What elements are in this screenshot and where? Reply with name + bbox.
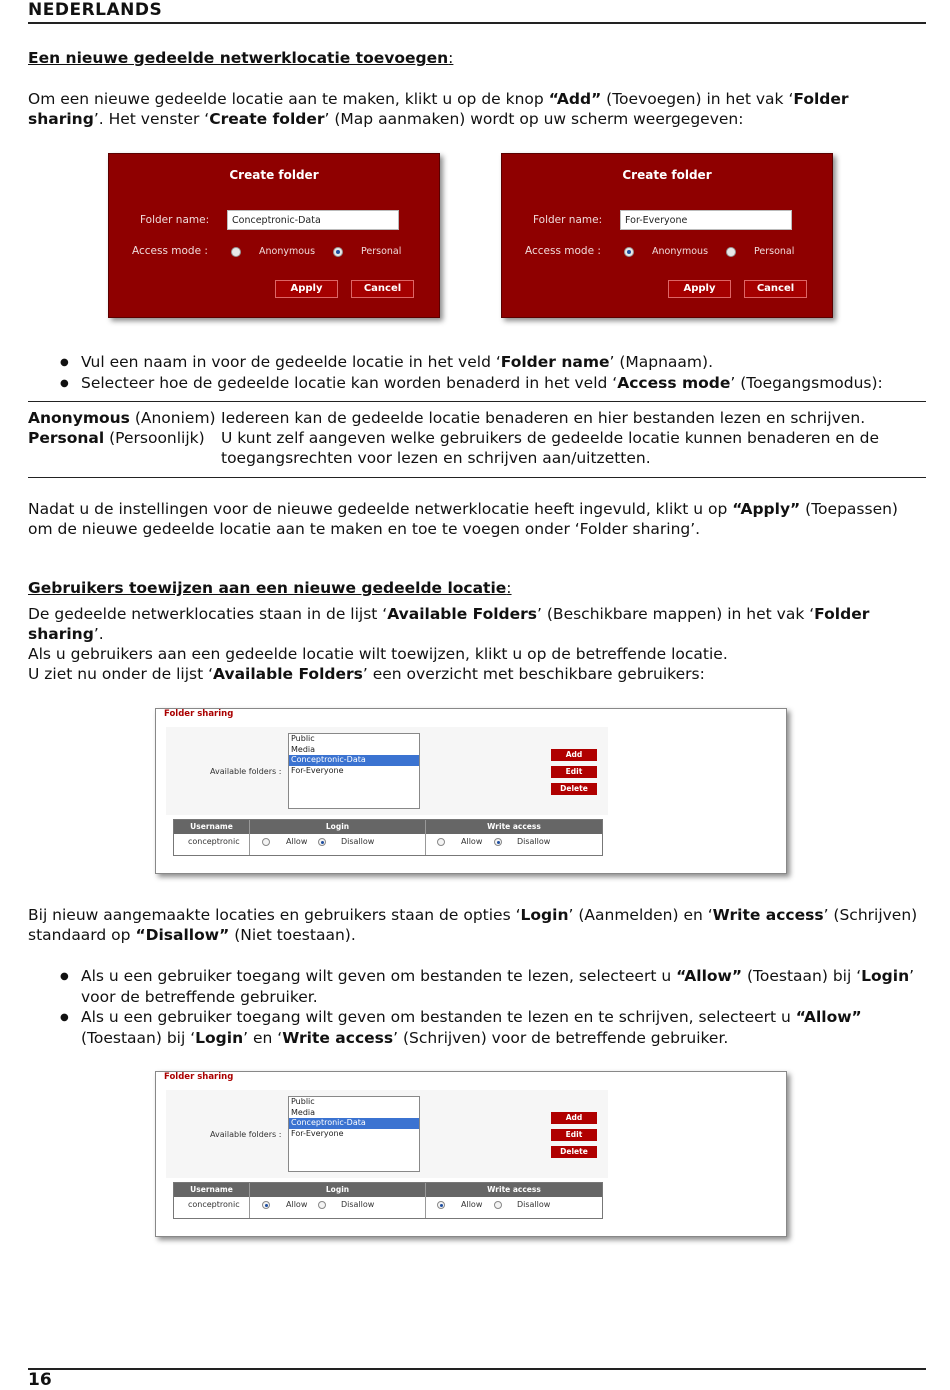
default-paragraph: Bij nieuw aangemaakte locaties en gebruikers staan de opties ‘Login’ (Aanmelden) en ‘Write access’ (Schrijven) standaard op “Disallow” (Niet toestaan).: [28, 906, 918, 944]
available-folders-list[interactable]: [288, 733, 420, 809]
delete-button[interactable]: Delete: [551, 1146, 597, 1158]
personal-label: Personal: [361, 246, 402, 257]
folder-list-item[interactable]: For-Everyone: [291, 765, 344, 775]
col-login: Login: [250, 820, 425, 834]
users-table: [173, 1182, 603, 1219]
folder-list-item[interactable]: Conceptronic-Data: [289, 1118, 419, 1129]
available-folders-label: Available folders :: [210, 1130, 282, 1139]
bullets2: [60, 966, 920, 1048]
write-allow-radio[interactable]: [437, 838, 445, 846]
edit-button[interactable]: Edit: [551, 766, 597, 778]
section1-intro: Om een nieuwe gedeelde locatie aan te maken, klikt u op de knop “Add” (Toevoegen) in het vak ‘Folder sharing’. Het venster ‘Create folder’ (Map aanmaken) wordt op uw scherm weergegeven:: [28, 90, 849, 128]
personal-radio[interactable]: [726, 247, 736, 257]
section2-title: Gebruikers toewijzen aan een nieuwe gedeelde locatie:: [28, 579, 512, 597]
username-cell: conceptronic: [188, 1200, 240, 1209]
col-write-access: Write access: [426, 820, 602, 834]
page-number: 16: [28, 1370, 52, 1390]
bullet-item: ● Als u een gebruiker toegang wilt geven om bestanden te lezen en te schrijven, selecteert u “Allow” (Toestaan) bij ‘Login’ en ‘Write access’ (Schrijven) voor de betreffende gebruiker.: [60, 1007, 920, 1048]
folder-sharing-panel: [155, 1071, 787, 1237]
anonymous-label: Anonymous: [259, 246, 316, 257]
login-disallow-label: Disallow: [341, 837, 375, 846]
header-rule: [28, 22, 926, 24]
folder-list-item[interactable]: For-Everyone: [291, 1128, 344, 1138]
footer-rule: [28, 1368, 926, 1370]
mode-desc: U kunt zelf aangeven welke gebruikers de gedeelde locatie kunnen benaderen en de toegangsrechten voor lezen en schrijven aan/uitzetten.: [221, 429, 880, 467]
delete-button[interactable]: Delete: [551, 783, 597, 795]
write-disallow-radio[interactable]: [494, 1201, 502, 1209]
dialog-title: Create folder: [622, 168, 712, 182]
available-folders-list[interactable]: [288, 1096, 420, 1172]
cancel-button[interactable]: Cancel: [744, 280, 807, 298]
write-disallow-label: Disallow: [517, 1200, 551, 1209]
username-cell: conceptronic: [188, 837, 240, 846]
access-mode-label: Access mode :: [525, 245, 601, 257]
personal-label: Personal: [754, 246, 795, 257]
bullets1: [60, 352, 920, 393]
folder-name-input[interactable]: Conceptronic-Data: [227, 210, 399, 230]
col-login: Login: [250, 1183, 425, 1197]
login-allow-radio[interactable]: [262, 838, 270, 846]
folder-list-item[interactable]: Media: [291, 744, 316, 754]
write-allow-label: Allow: [461, 837, 483, 846]
page-header: NEDERLANDS: [28, 0, 163, 20]
folder-name-label: Folder name:: [533, 214, 603, 226]
write-allow-radio[interactable]: [437, 1201, 445, 1209]
users-table: [173, 819, 603, 856]
col-username: Username: [174, 820, 249, 834]
write-disallow-label: Disallow: [517, 837, 551, 846]
modes-rule-bottom: [28, 477, 926, 478]
mode-desc: Iedereen kan de gedeelde locatie benaderen en hier bestanden lezen en schrijven.: [221, 409, 866, 427]
section1-title: Een nieuwe gedeelde netwerklocatie toevoegen:: [28, 49, 454, 67]
create-folder-dialog: [501, 153, 833, 318]
modes-rule-top: [28, 401, 926, 402]
add-button[interactable]: Add: [551, 1112, 597, 1124]
login-allow-label: Allow: [286, 837, 308, 846]
panel-title: Folder sharing: [164, 709, 234, 719]
folder-sharing-panel: [155, 708, 787, 874]
anonymous-radio[interactable]: [624, 247, 634, 257]
cancel-button[interactable]: Cancel: [351, 280, 414, 298]
bullet-item: ● Selecteer hoe de gedeelde locatie kan worden benaderd in het veld ‘Access mode’ (Toegangsmodus):: [60, 373, 920, 394]
modes-table: [28, 408, 926, 468]
add-button[interactable]: Add: [551, 749, 597, 761]
write-allow-label: Allow: [461, 1200, 483, 1209]
anonymous-radio[interactable]: [231, 247, 241, 257]
create-folder-dialog: [108, 153, 440, 318]
folder-list-item[interactable]: Public: [291, 1097, 315, 1106]
mode-term: Anonymous: [28, 409, 130, 427]
section2-para: De gedeelde netwerklocaties staan in de lijst ‘Available Folders’ (Beschikbare mappen) in het vak ‘Folder sharing’.: [28, 605, 870, 643]
col-username: Username: [174, 1183, 249, 1197]
folder-list-item[interactable]: Conceptronic-Data: [289, 755, 419, 766]
edit-button[interactable]: Edit: [551, 1129, 597, 1141]
col-write-access: Write access: [426, 1183, 602, 1197]
login-disallow-label: Disallow: [341, 1200, 375, 1209]
section2-line3: U ziet nu onder de lijst ‘Available Folders’ een overzicht met beschikbare gebruikers:: [28, 665, 705, 683]
folder-name-input[interactable]: For-Everyone: [620, 210, 792, 230]
login-allow-radio[interactable]: [262, 1201, 270, 1209]
login-allow-label: Allow: [286, 1200, 308, 1209]
login-disallow-radio[interactable]: [318, 838, 326, 846]
dialog-title: Create folder: [229, 168, 319, 182]
panel-title: Folder sharing: [164, 1072, 234, 1082]
folder-name-label: Folder name:: [140, 214, 210, 226]
folder-list-item[interactable]: Media: [291, 1107, 316, 1117]
mode-row-anonymous: Anonymous (Anoniem) Iedereen kan de gedeelde locatie benaderen en hier bestanden lezen en schrijven.: [28, 408, 926, 428]
access-mode-label: Access mode :: [132, 245, 208, 257]
login-disallow-radio[interactable]: [318, 1201, 326, 1209]
apply-button[interactable]: Apply: [275, 280, 338, 298]
apply-paragraph: Nadat u de instellingen voor de nieuwe gedeelde netwerklocatie heeft ingevuld, klikt u op “Apply” (Toepassen) om de nieuwe gedeelde locatie aan te maken en toe te voegen onder ‘Folder sharing’.: [28, 500, 898, 538]
section2-line2: Als u gebruikers aan een gedeelde locatie wilt toewijzen, klikt u op de betreffende locatie.: [28, 645, 728, 663]
apply-button[interactable]: Apply: [668, 280, 731, 298]
write-disallow-radio[interactable]: [494, 838, 502, 846]
available-folders-label: Available folders :: [210, 767, 282, 776]
mode-term: Personal: [28, 429, 105, 447]
mode-row-personal: Personal (Persoonlijk) U kunt zelf aangeven welke gebruikers de gedeelde locatie kunnen benaderen en de toegangsrechten voor lezen en schrijven aan/uitzetten.: [28, 429, 880, 467]
folder-list-item[interactable]: Public: [291, 734, 315, 743]
bullet-item: ● Vul een naam in voor de gedeelde locatie in het veld ‘Folder name’ (Mapnaam).: [60, 352, 920, 373]
anonymous-label: Anonymous: [652, 246, 709, 257]
bullet-item: ● Als u een gebruiker toegang wilt geven om bestanden te lezen, selecteert u “Allow” (Toestaan) bij ‘Login’ voor de betreffende gebruiker.: [60, 966, 920, 1007]
personal-radio[interactable]: [333, 247, 343, 257]
